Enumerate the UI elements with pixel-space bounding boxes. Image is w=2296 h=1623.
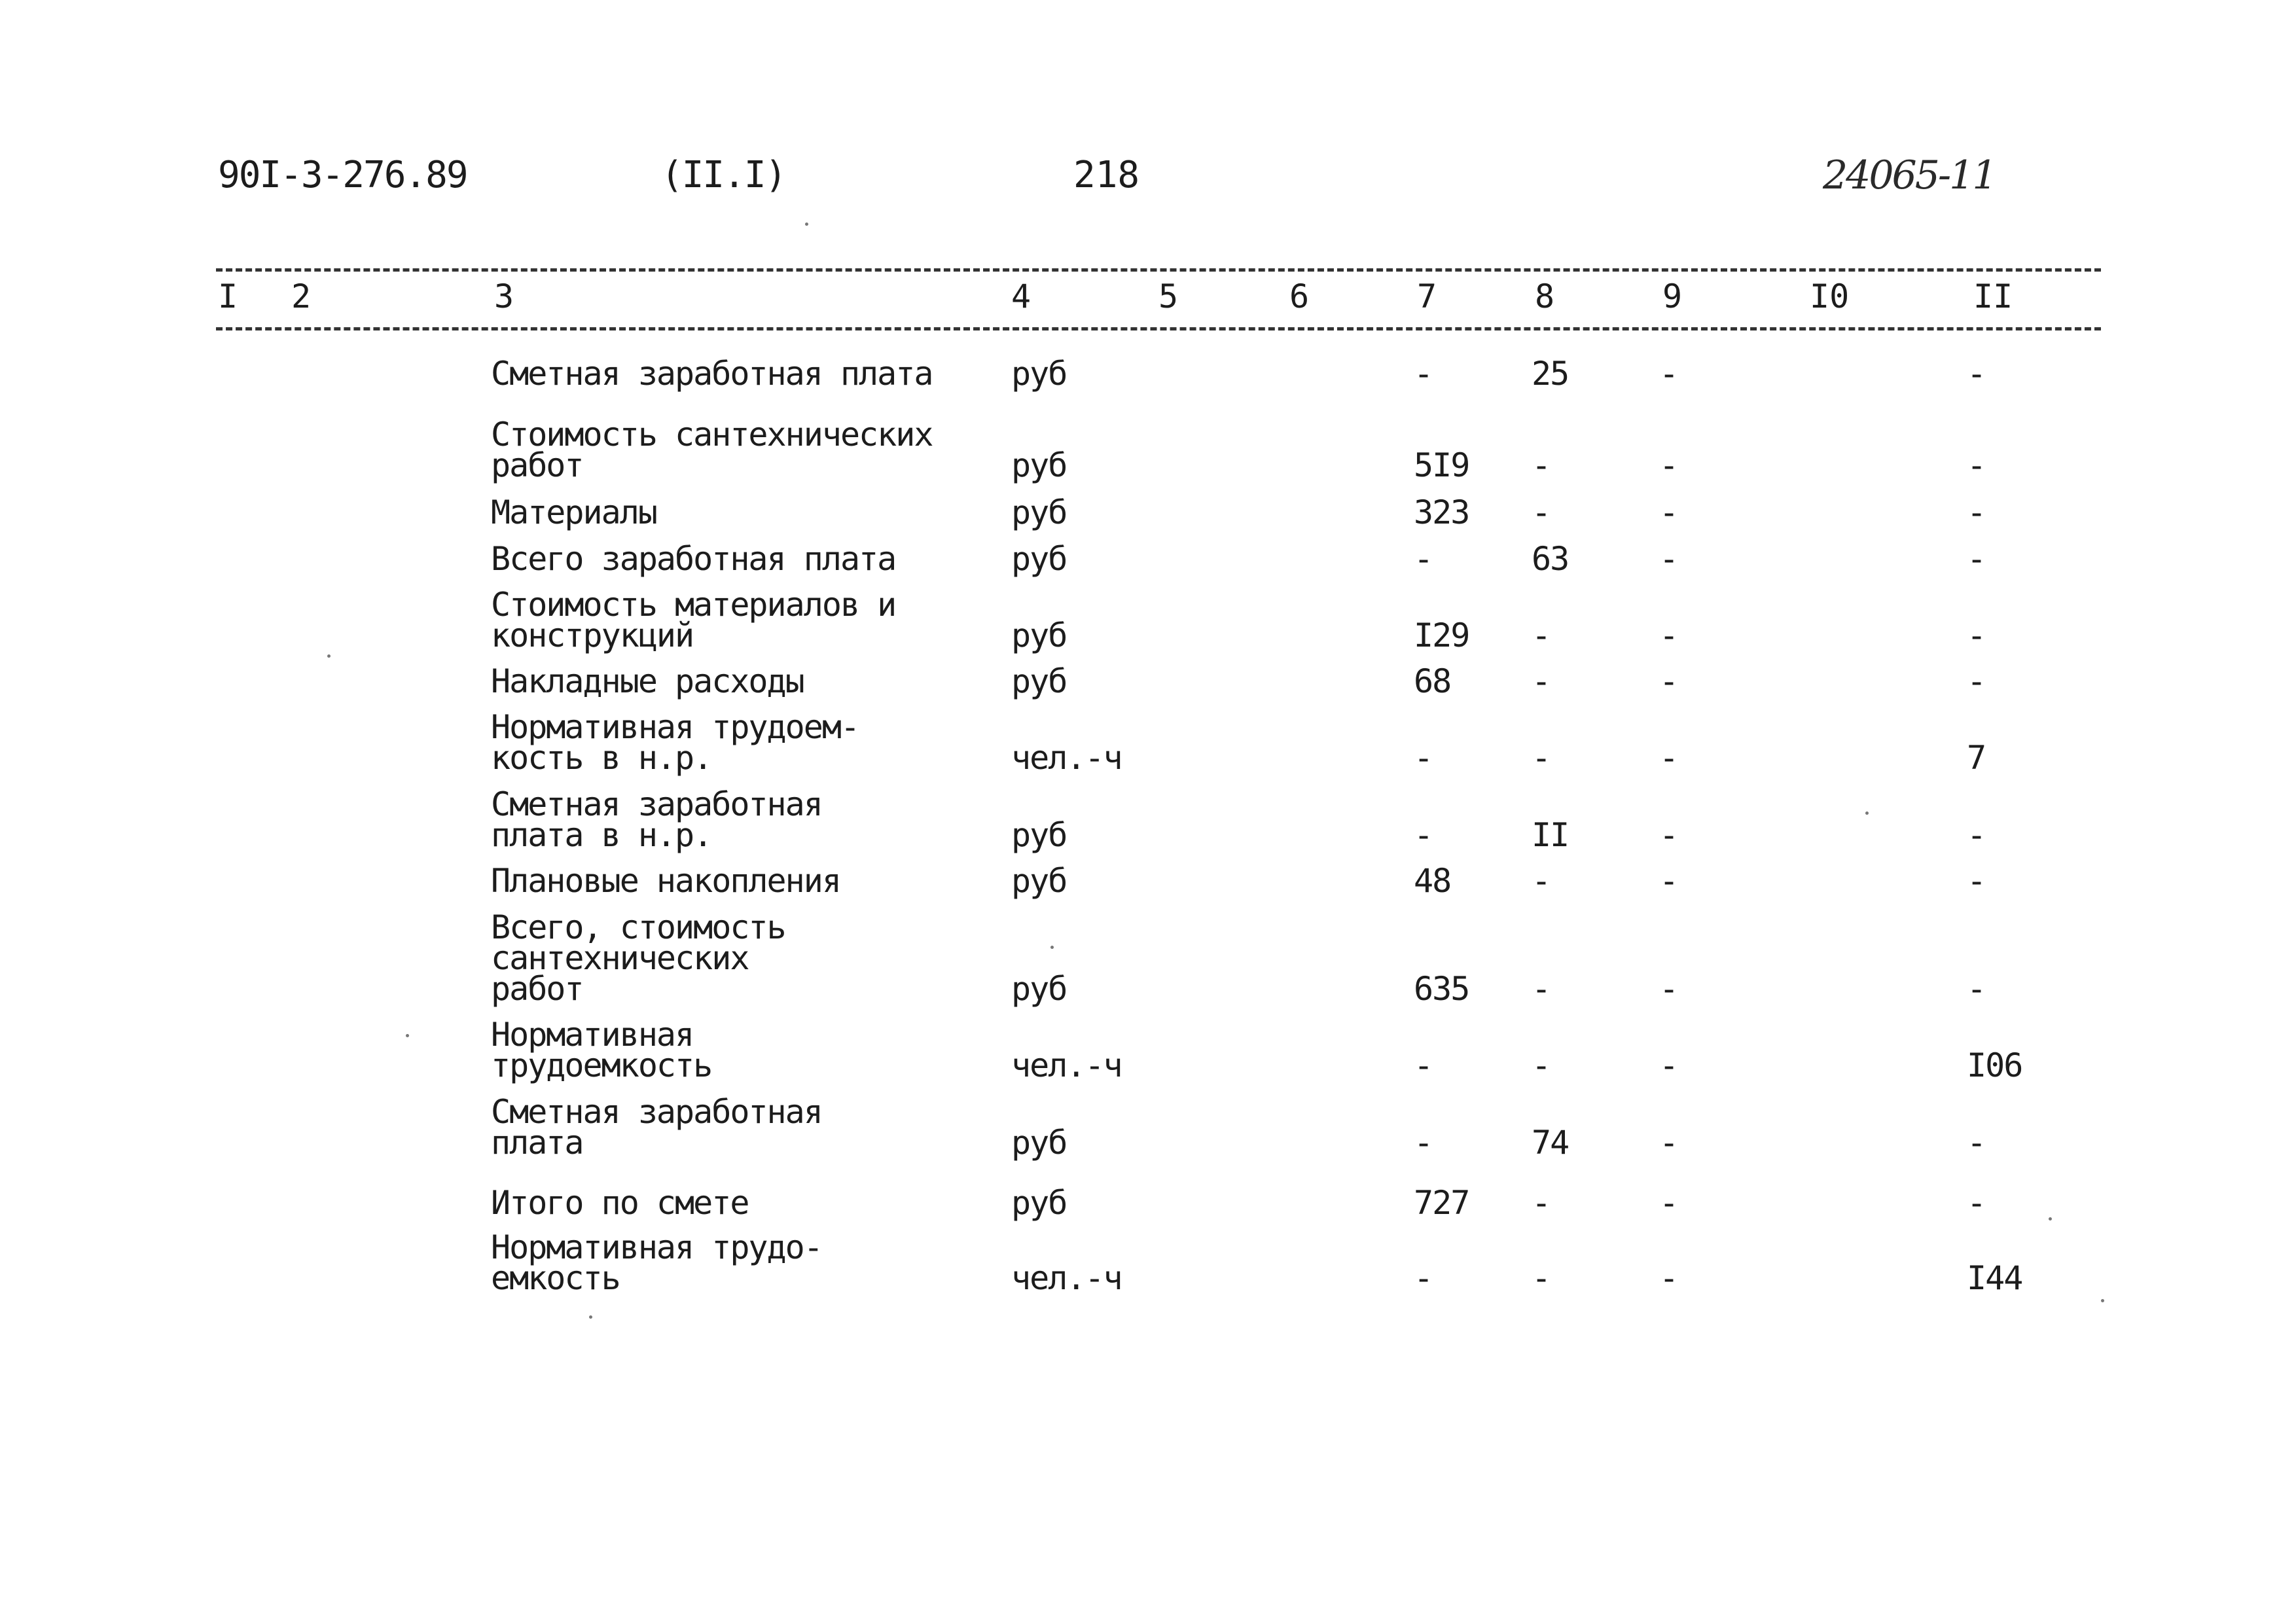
col8-value: - (1532, 862, 1551, 900)
scan-speck (327, 654, 331, 658)
column-number: II (1973, 277, 2013, 315)
column-number: I (218, 277, 238, 315)
col8-value: - (1532, 1259, 1551, 1297)
col11-value: - (1967, 816, 1986, 854)
document-code: 90I-3-276.89 (218, 154, 467, 196)
col11-value: - (1967, 1124, 1986, 1162)
item-name: Накладные расходы (491, 662, 804, 700)
col11-value: - (1967, 970, 1986, 1008)
col8-value: - (1532, 970, 1551, 1008)
col7-value: - (1414, 1046, 1433, 1084)
item-name: Стоимость сантехнических работ (491, 416, 933, 484)
column-number: 3 (494, 277, 514, 315)
column-number: 9 (1662, 277, 1683, 315)
item-name: Плановые накопления (491, 862, 840, 900)
col9-value: - (1659, 493, 1678, 531)
col7-value: 48 (1414, 862, 1451, 900)
col7-value: - (1414, 816, 1433, 854)
item-name: Нормативная трудо- емкость (491, 1228, 822, 1297)
item-unit: чел.-ч (1011, 739, 1122, 777)
col8-value: - (1532, 493, 1551, 531)
col8-value: 25 (1532, 355, 1569, 393)
column-number: 8 (1535, 277, 1555, 315)
col8-value: II (1532, 816, 1569, 854)
col7-value: - (1414, 739, 1433, 777)
col11-value: - (1967, 493, 1986, 531)
col9-value: - (1659, 355, 1678, 393)
col7-value: - (1414, 1124, 1433, 1162)
col8-value: - (1532, 1046, 1551, 1084)
col7-value: I29 (1414, 616, 1469, 654)
page-number: 218 (1073, 154, 1140, 196)
item-unit: руб (1011, 355, 1067, 393)
col8-value: - (1532, 1184, 1551, 1222)
col8-value: - (1532, 446, 1551, 484)
col9-value: - (1659, 1124, 1678, 1162)
col9-value: - (1659, 816, 1678, 854)
scan-speck (2101, 1299, 2104, 1302)
item-name: Нормативная трудоемкость (491, 1016, 712, 1084)
col11-value: - (1967, 616, 1986, 654)
col8-value: 74 (1532, 1124, 1569, 1162)
col9-value: - (1659, 739, 1678, 777)
item-unit: руб (1011, 970, 1067, 1008)
col7-value: 727 (1414, 1184, 1469, 1222)
col11-value: - (1967, 662, 1986, 700)
item-name: Всего, стоимость сантехнических работ (491, 908, 785, 1008)
column-number: 7 (1417, 277, 1437, 315)
col9-value: - (1659, 1046, 1678, 1084)
item-name: Сметная заработная плата в н.р. (491, 785, 822, 854)
col7-value: 5I9 (1414, 446, 1469, 484)
item-unit: руб (1011, 616, 1067, 654)
scan-speck (1865, 812, 1869, 815)
item-unit: руб (1011, 540, 1067, 578)
col7-value: - (1414, 355, 1433, 393)
col9-value: - (1659, 662, 1678, 700)
col11-value: - (1967, 446, 1986, 484)
scan-speck (406, 1034, 409, 1037)
col9-value: - (1659, 970, 1678, 1008)
scan-speck (1050, 946, 1054, 949)
col7-value: 635 (1414, 970, 1469, 1008)
column-number: 5 (1158, 277, 1179, 315)
item-name: Материалы (491, 493, 656, 531)
column-number: 4 (1011, 277, 1031, 315)
item-name: Сметная заработная плата (491, 1093, 822, 1162)
item-unit: руб (1011, 1124, 1067, 1162)
item-name: Нормативная трудоем- кость в н.р. (491, 708, 859, 777)
col11-value: - (1967, 862, 1986, 900)
col9-value: - (1659, 862, 1678, 900)
column-number: 2 (291, 277, 312, 315)
col9-value: - (1659, 1184, 1678, 1222)
item-unit: руб (1011, 493, 1067, 531)
col11-value: - (1967, 540, 1986, 578)
scan-speck (2049, 1217, 2052, 1221)
col9-value: - (1659, 616, 1678, 654)
item-unit: руб (1011, 1184, 1067, 1222)
col9-value: - (1659, 446, 1678, 484)
item-unit: чел.-ч (1011, 1046, 1122, 1084)
col9-value: - (1659, 540, 1678, 578)
col11-value: 7 (1967, 739, 1986, 777)
item-name: Сметная заработная плата (491, 355, 933, 393)
item-unit: руб (1011, 816, 1067, 854)
col7-value: 323 (1414, 493, 1469, 531)
item-unit: чел.-ч (1011, 1259, 1122, 1297)
column-number: 6 (1289, 277, 1310, 315)
col9-value: - (1659, 1259, 1678, 1297)
column-number: I0 (1810, 277, 1850, 315)
col7-value: - (1414, 540, 1433, 578)
item-unit: руб (1011, 446, 1067, 484)
col11-value: I44 (1967, 1259, 2022, 1297)
scan-speck (805, 223, 808, 226)
col11-value: - (1967, 355, 1986, 393)
col7-value: - (1414, 1259, 1433, 1297)
col8-value: - (1532, 616, 1551, 654)
section-number: (II.I) (661, 154, 786, 196)
col8-value: - (1532, 739, 1551, 777)
col11-value: I06 (1967, 1046, 2022, 1084)
item-unit: руб (1011, 662, 1067, 700)
item-unit: руб (1011, 862, 1067, 900)
scan-speck (589, 1315, 592, 1319)
table-header-rule (216, 327, 2101, 330)
col8-value: - (1532, 662, 1551, 700)
col11-value: - (1967, 1184, 1986, 1222)
item-name: Итого по смете (491, 1184, 749, 1222)
table-top-rule (216, 268, 2101, 272)
col7-value: 68 (1414, 662, 1451, 700)
item-name: Стоимость материалов и конструкций (491, 586, 896, 654)
archive-number: 24065-11 (1823, 152, 1996, 198)
col8-value: 63 (1532, 540, 1569, 578)
item-name: Всего заработная плата (491, 540, 896, 578)
